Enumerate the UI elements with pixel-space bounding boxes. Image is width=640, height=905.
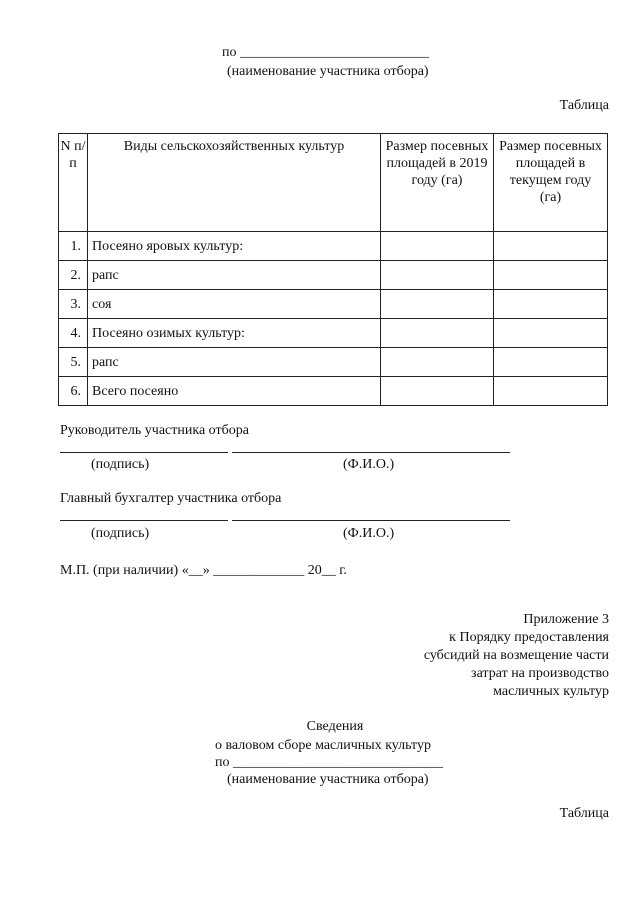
row-number: 6. (59, 377, 88, 406)
row-crop-name: Посеяно озимых культур: (88, 319, 381, 348)
top-table-label: Таблица (559, 98, 609, 113)
accountant-title: Главный бухгалтер участника отбора (60, 491, 282, 506)
row-area-2019-cell (381, 348, 494, 377)
table-header-row (59, 134, 608, 232)
second-table-label: Таблица (559, 806, 609, 821)
row-area-current-cell (494, 232, 608, 261)
row-area-2019-cell (381, 319, 494, 348)
second-subtitle: о валовом сборе масличных культур (215, 738, 431, 753)
second-po-line: по ______________________________ (215, 755, 443, 770)
row-crop-name: соя (88, 290, 381, 319)
table-row (59, 348, 608, 377)
appendix-line-5: масличных культур (493, 684, 609, 699)
row-crop-name: рапс (88, 348, 381, 377)
table-row (59, 319, 608, 348)
appendix-line-1: Приложение 3 (523, 612, 609, 627)
row-number: 3. (59, 290, 88, 319)
head-fio-line (232, 452, 510, 453)
header-area-2019: Размер посевных площадей в 2019 году (га) (381, 134, 494, 232)
table-row (59, 232, 608, 261)
head-signature-caption: (подпись) (91, 457, 150, 472)
top-po-line: по ___________________________ (222, 45, 429, 60)
row-number: 2. (59, 261, 88, 290)
appendix-line-2: к Порядку предоставления (449, 630, 609, 645)
table-row (59, 290, 608, 319)
appendix-line-4: затрат на производство (471, 666, 609, 681)
row-number: 5. (59, 348, 88, 377)
row-area-current-cell (494, 319, 608, 348)
header-area-current: Размер посевных площадей в текущем году (га) (494, 134, 608, 232)
row-area-current-cell (494, 261, 608, 290)
row-area-2019-cell (381, 261, 494, 290)
accountant-fio-line (232, 520, 510, 521)
head-title: Руководитель участника отбора (60, 423, 249, 438)
row-area-2019-cell (381, 377, 494, 406)
accountant-fio-caption: (Ф.И.О.) (343, 526, 395, 541)
row-area-current-cell (494, 377, 608, 406)
accountant-signature-line (60, 520, 228, 521)
row-crop-name: Посеяно яровых культур: (88, 232, 381, 261)
row-area-2019-cell (381, 232, 494, 261)
row-number: 1. (59, 232, 88, 261)
seal-date-line: М.П. (при наличии) «__» _____________ 20__ г. (60, 563, 347, 578)
row-crop-name: рапс (88, 261, 381, 290)
table-row (59, 377, 608, 406)
accountant-signature-caption: (подпись) (91, 526, 150, 541)
top-participant-caption: (наименование участника отбора) (227, 64, 429, 79)
header-num: N п/п (59, 134, 88, 232)
row-area-2019-cell (381, 290, 494, 319)
head-fio-caption: (Ф.И.О.) (343, 457, 395, 472)
header-crop-type: Виды сельскохозяйственных культур (88, 134, 381, 232)
head-signature-line (60, 452, 228, 453)
second-participant-caption: (наименование участника отбора) (227, 772, 429, 787)
second-title: Сведения (306, 719, 364, 734)
crop-area-table (58, 133, 608, 406)
appendix-line-3: субсидий на возмещение части (423, 648, 609, 663)
row-number: 4. (59, 319, 88, 348)
row-area-current-cell (494, 290, 608, 319)
row-area-current-cell (494, 348, 608, 377)
row-crop-name: Всего посеяно (88, 377, 381, 406)
table-row (59, 261, 608, 290)
